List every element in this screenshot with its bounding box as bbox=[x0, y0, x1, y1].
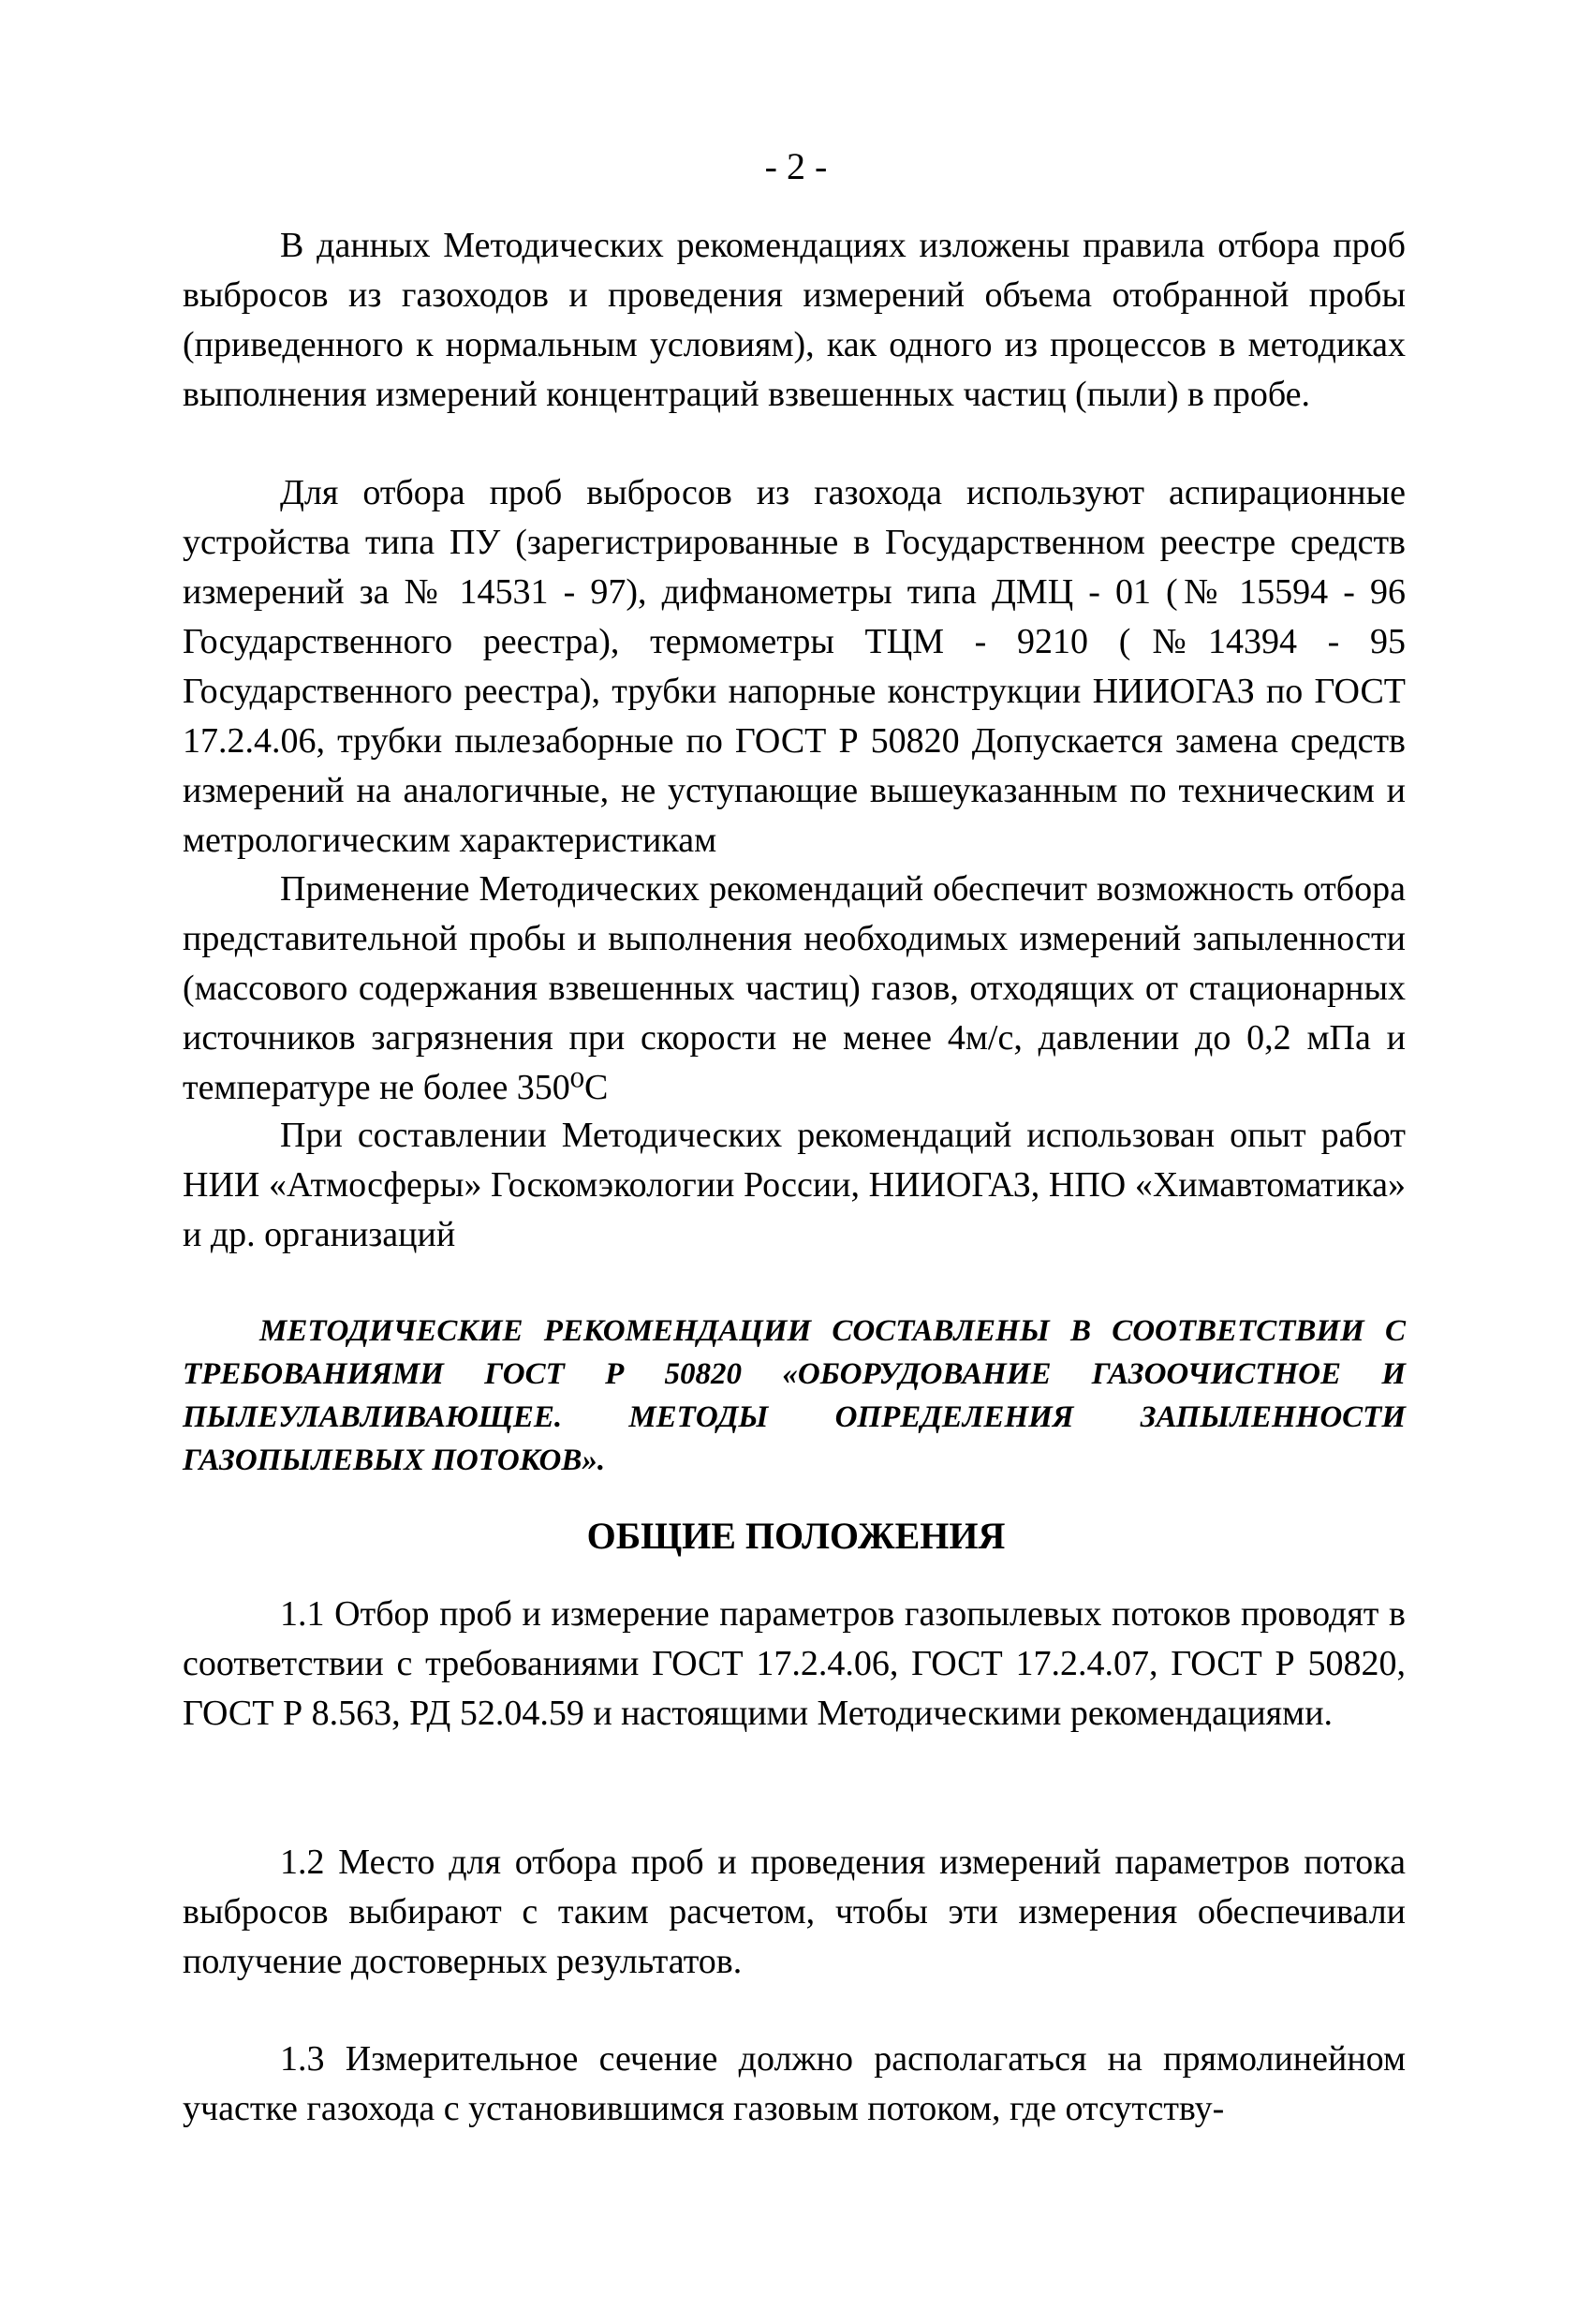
devices-paragraph: Для отбора проб выбросов из газохода используют аспирационные устройства типа ПУ (зарегистрированные в Государственном реестре средств измерений за № 14531 - 97), дифманометры типа ДМЦ - 01 (№ 15594 - 96 Государственного реестра), термометры ТЦМ - 9210 (№14394 - 95 Государственного реестра), трубки напорные конструкции НИИОГАЗ по ГОСТ 17.2.4.06, трубки пылезаборные по ГОСТ Р 50820 Допускается замена средств измерений на аналогичные, не уступающие вышеуказанным по техническим и метрологическим характеристикам bbox=[183, 473, 1406, 860]
clause-1-2: 1.2 Место для отбора проб и проведения измерений параметров потока выбросов выбирают с таким расчетом, чтобы эти измерения обеспечивали получение достоверных результатов. bbox=[183, 1843, 1406, 1981]
section-heading: ОБЩИЕ ПОЛОЖЕНИЯ bbox=[586, 1515, 1006, 1557]
clause-1-3: 1.3 Измерительное сечение должно располагаться на прямолинейном участке газохода с установившимся газовым потоком, где отсутству- bbox=[183, 2039, 1406, 2128]
page-number: - 2 - bbox=[764, 145, 828, 187]
intro-paragraph: В данных Методических рекомендациях изложены правила отбора проб выбросов из газоходов и проведения измерений объема отобранной пробы (приведенного к нормальным условиям), как одного из процессов в методиках выполнения измерений концентраций взвешенных частиц (пыли) в пробе. bbox=[183, 226, 1406, 414]
gost-compliance-notice: МЕТОДИЧЕСКИЕ РЕКОМЕНДАЦИИ СОСТАВЛЕНЫ В СООТВЕТСТВИИ С ТРЕБОВАНИЯМИ ГОСТ Р 50820 «ОБОРУДОВАНИЕ ГАЗООЧИСТНОЕ И ПЫЛЕУЛАВЛИВАЮЩЕЕ. МЕТОДЫ ОПРЕДЕЛЕНИЯ ЗАПЫЛЕННОСТИ ГАЗОПЫЛЕВЫХ ПОТОКОВ». bbox=[183, 1314, 1406, 1477]
application-paragraph: Применение Методических рекомендаций обеспечит возможность отбора представительной пробы и выполнения необходимых измерений запыленности (массового содержания взвешенных частиц) газов, отходящих от стационарных источников загрязнения при скорости не менее 4м/с, давлении до 0,2 мПа и температуре не более 350⁰С bbox=[183, 869, 1406, 1107]
clause-1-1: 1.1 Отбор проб и измерение параметров газопылевых потоков проводят в соответствии с требованиями ГОСТ 17.2.4.06, ГОСТ 17.2.4.07, ГОСТ Р 50820, ГОСТ Р 8.563, РД 52.04.59 и настоящими Методическими рекомендациями. bbox=[183, 1594, 1406, 1733]
experience-paragraph: При составлении Методических рекомендаций использован опыт работ НИИ «Атмосферы» Госкомэкологии России, НИИОГАЗ, НПО «Химавтоматика» и др. организаций bbox=[183, 1116, 1406, 1254]
